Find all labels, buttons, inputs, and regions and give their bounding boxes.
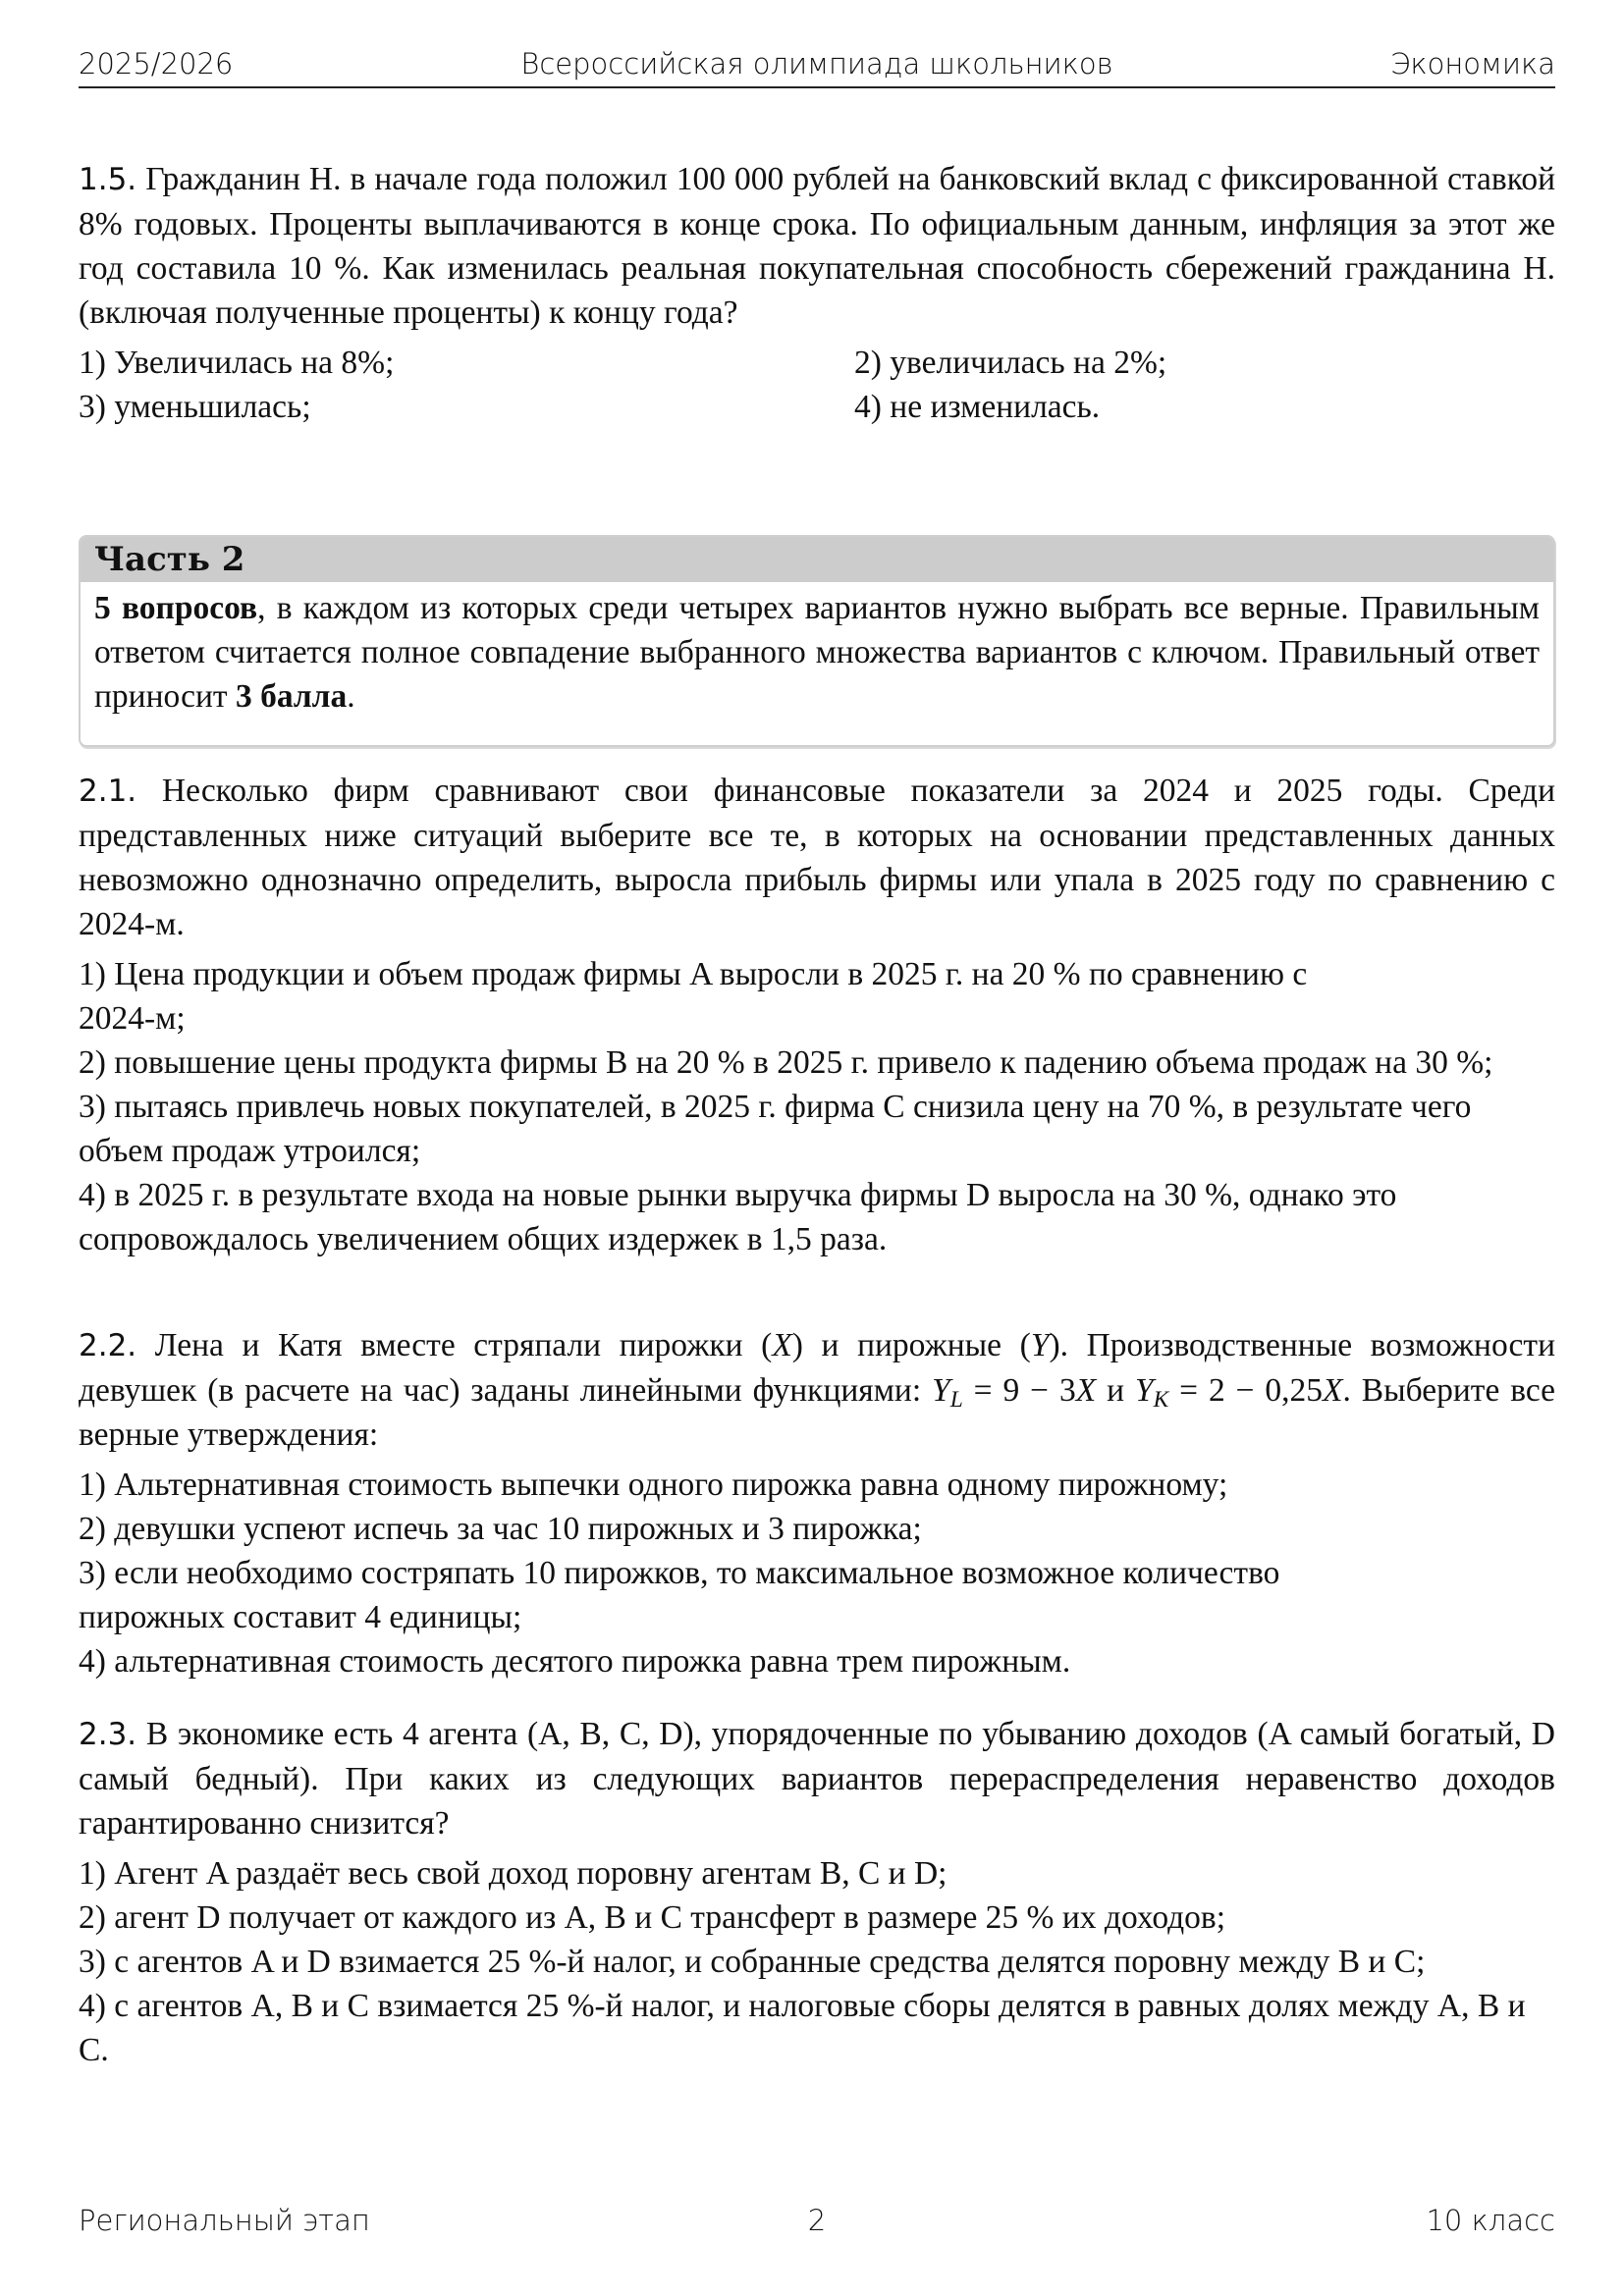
page-header	[79, 47, 1555, 88]
answer-option: 2) агент D получает от каждого из A, B и C трансферт в размере 25 % их доходов;	[79, 1899, 1226, 1936]
answer-option: 4) альтернативная стоимость десятого пирожка равна трем пирожным.	[79, 1643, 1071, 1680]
answer-option: 3) если необходимо состряпать 10 пирожков, то максимальное возможное количество пирожных составит 4 единицы;	[79, 1555, 1280, 1635]
question-text	[79, 157, 1555, 335]
instructions-end: .	[347, 678, 355, 715]
footer-stage: Региональный этап	[79, 2204, 370, 2237]
footer-grade: 10 класс	[1426, 2204, 1555, 2237]
formula-subscript: L	[949, 1387, 963, 1413]
formula-subscript: K	[1153, 1387, 1169, 1413]
variable-y: Y	[1030, 1327, 1050, 1363]
question-body: Несколько фирм сравнивают свои финансовые показатели за 2024 и 2025 годы. Среди представленных ниже ситуаций выберите все те, в которых на основании представленных данных невозможно однозначно определить, выросла прибыль фирмы или упала в 2025 году по сравнению с 2024-м.	[79, 773, 1556, 942]
answer-option: 1) Агент A раздаёт весь свой доход поровну агентам B, C и D;	[79, 1855, 947, 1892]
answer-option: 1) Цена продукции и объем продаж фирмы A выросли в 2025 г. на 20 % по сравнению с 2024-м;	[79, 956, 1308, 1037]
page-footer	[79, 2204, 1555, 2243]
answer-option: 4) в 2025 г. в результате входа на новые рынки выручка фирмы D выросла на 30 %, однако это сопровождалось увеличением общих издержек в 1,5 раза.	[79, 1177, 1397, 1257]
answer-options	[79, 1851, 1555, 2072]
question-body: ). Производственные возможности девушек (в расчете на час) заданы линейными функциями:	[79, 1327, 1555, 1409]
question-2-2	[79, 1323, 1555, 1683]
formula-var: Y	[932, 1372, 950, 1409]
answer-options	[79, 341, 1555, 429]
answer-option: 1) Увеличилась на 8%;	[79, 345, 395, 381]
question-text	[79, 1323, 1555, 1457]
question-2-1	[79, 769, 1555, 1261]
answer-option: 1) Альтернативная стоимость выпечки одного пирожка равна одному пирожному;	[79, 1467, 1228, 1503]
question-number: 1.5.	[79, 162, 137, 197]
question-number: 2.1.	[79, 774, 137, 809]
points-value: 3 балла	[235, 678, 348, 715]
question-number: 2.2.	[79, 1328, 137, 1363]
formula-katya	[1134, 1372, 1343, 1413]
part-2-box	[79, 535, 1555, 747]
variable-x: X	[1323, 1372, 1343, 1409]
answer-option: 4) не изменилась.	[854, 389, 1101, 425]
answer-option: 3) уменьшилась;	[79, 389, 311, 425]
question-text	[79, 769, 1555, 946]
question-number: 2.3.	[79, 1717, 137, 1752]
answer-option: 2) увеличилась на 2%;	[854, 345, 1167, 381]
question-body: . Выберите все верные утверждения:	[79, 1372, 1555, 1453]
variable-x: X	[1075, 1372, 1097, 1409]
question-count: 5 вопросов	[94, 590, 258, 626]
header-year: 2025/2026	[79, 47, 234, 80]
instructions-text: , в каждом из которых среди четырех вариантов нужно выбрать все верные. Правильным ответом считается полное совпадение выбранного множества вариантов с ключом. Правильный ответ приносит	[94, 590, 1541, 715]
formula-rhs: = 9 − 3	[962, 1372, 1076, 1409]
answer-options	[79, 952, 1532, 1261]
question-body: и	[1096, 1372, 1135, 1409]
answer-options	[79, 1463, 1555, 1683]
formula-var: Y	[1134, 1372, 1154, 1409]
question-body: В экономике есть 4 агента (A, B, C, D), упорядоченные по убыванию доходов (A самый богатый, D самый бедный). При каких из следующих вариантов перераспределения неравенство доходов гарантированно снизится?	[79, 1716, 1556, 1842]
answer-option: 3) с агентов A и D взимается 25 %-й налог, и собранные средства делятся поровну между B и C;	[79, 1944, 1426, 1980]
question-text	[79, 1712, 1555, 1845]
question-body: Гражданин Н. в начале года положил 100 000 рублей на банковский вклад с фиксированной ставкой 8% годовых. Проценты выплачиваются в конце срока. По официальным данным, инфляция за этот же год составила 10 %. Как изменилась реальная покупательная способность сбережений гражданина Н. (включая полученные проценты) к концу года?	[79, 161, 1555, 331]
question-2-3	[79, 1712, 1555, 2072]
answer-option: 2) повышение цены продукта фирмы B на 20 % в 2025 г. привело к падению объема продаж на 30 %;	[79, 1044, 1493, 1081]
question-body: ) и пирожные (	[791, 1327, 1031, 1363]
header-title: Всероссийская олимпиада школьников	[520, 47, 1113, 80]
answer-option: 3) пытаясь привлечь новых покупателей, в 2025 г. фирма C снизила цену на 70 %, в результате чего объем продаж утроился;	[79, 1089, 1472, 1169]
page-number: 2	[807, 2204, 827, 2237]
answer-option: 2) девушки успеют испечь за час 10 пирожных и 3 пирожка;	[79, 1511, 922, 1547]
answer-option: 4) с агентов A, B и C взимается 25 %-й налог, и налоговые сборы делятся в равных долях между A, B и C.	[79, 1988, 1526, 2068]
variable-x: X	[772, 1327, 792, 1363]
part-2-instructions	[81, 582, 1553, 719]
question-body: Лена и Катя вместе стряпали пирожки (	[154, 1327, 773, 1363]
header-subject: Экономика	[1390, 47, 1555, 80]
formula-lena	[932, 1372, 1097, 1413]
formula-rhs: = 2 − 0,25	[1168, 1372, 1324, 1409]
question-1-5	[79, 157, 1555, 429]
part-2-title: Часть 2	[81, 537, 1553, 582]
